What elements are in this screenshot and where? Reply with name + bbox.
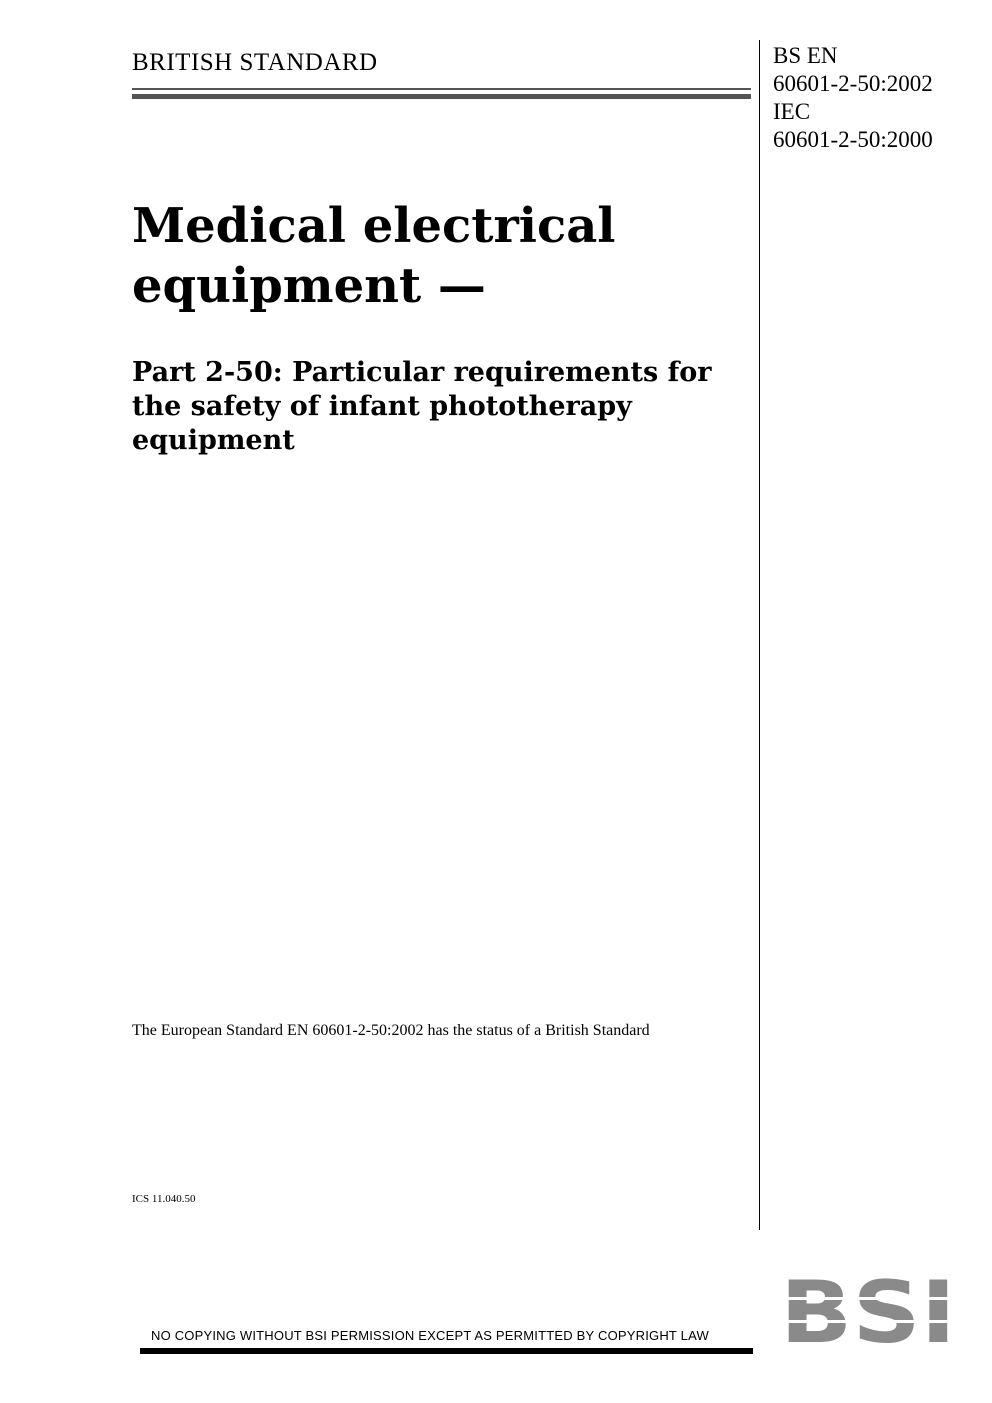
status-note: The European Standard EN 60601-2-50:2002 has the status of a British Standard bbox=[132, 1022, 650, 1039]
standard-numbers bbox=[773, 42, 983, 154]
ics-code: ICS 11.040.50 bbox=[132, 1193, 196, 1205]
standard-number-line: 60601-2-50:2002 bbox=[773, 71, 933, 96]
header-rule-thin bbox=[132, 88, 751, 90]
document-category: BRITISH STANDARD bbox=[132, 49, 378, 76]
standard-number-line: IEC bbox=[773, 99, 811, 124]
bsi-logo bbox=[780, 1278, 956, 1344]
header-rules bbox=[132, 88, 751, 99]
document-subtitle: Part 2-50: Particular requirements for the safety of infant phototherapy equipment bbox=[132, 357, 712, 456]
title-line: equipment — bbox=[132, 258, 486, 314]
title-line: Medical electrical bbox=[132, 198, 616, 254]
copyright-notice: NO COPYING WITHOUT BSI PERMISSION EXCEPT AS PERMITTED BY COPYRIGHT LAW bbox=[151, 1328, 709, 1343]
vertical-divider bbox=[759, 40, 760, 1230]
standard-number-line: BS EN bbox=[773, 43, 838, 68]
document-title bbox=[132, 196, 752, 316]
standard-number-line: 60601-2-50:2000 bbox=[773, 127, 933, 152]
header-rule-thick bbox=[132, 94, 751, 99]
footer-rule bbox=[140, 1348, 753, 1354]
